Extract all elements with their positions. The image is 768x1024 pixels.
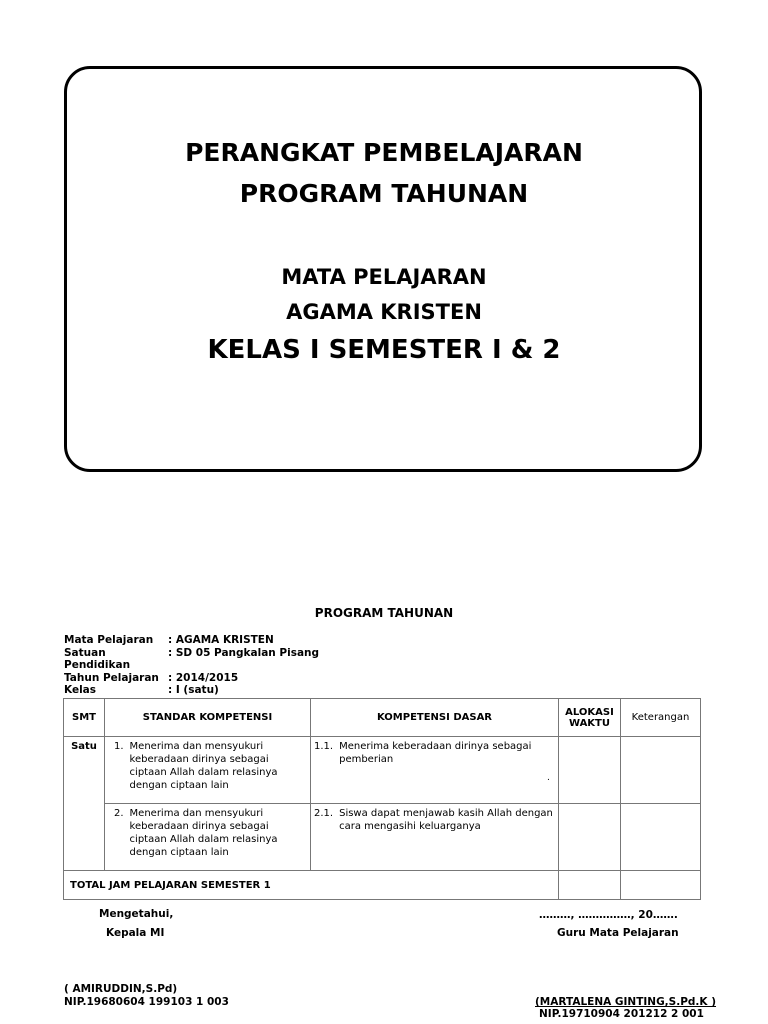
sig-date-line: ………, ……………, 20…….: [539, 909, 678, 921]
sig-principal-nip: NIP.19680604 199103 1 003: [64, 996, 229, 1008]
sig-principal-role: Kepala MI: [106, 927, 165, 939]
sk-number: 1.: [114, 741, 124, 752]
table-row: [64, 804, 701, 871]
info-row-subject: [64, 634, 319, 647]
keterangan-cell: [621, 804, 701, 871]
cover-subject-name: AGAMA KRISTEN: [286, 300, 482, 324]
stray-mark: .: [547, 773, 550, 783]
sig-principal-name: ( AMIRUDDIN,S.Pd): [64, 983, 178, 995]
sk-cell: [105, 737, 311, 804]
cover-title-line1: PERANGKAT PEMBELAJARAN: [185, 138, 583, 167]
info-row-school: [64, 647, 319, 672]
table-row: [64, 737, 701, 804]
info-value: : AGAMA KRISTEN: [168, 634, 274, 646]
sk-text: Menerima dan mensyukuri keberadaan dirinya sebagai ciptaan Allah dalam relasinya dengan ciptaan lain: [129, 808, 278, 858]
keterangan-cell: [621, 737, 701, 804]
header-alokasi-waktu: ALOKASI WAKTU: [559, 699, 621, 737]
info-value: : SD 05 Pangkalan Pisang: [168, 646, 320, 659]
total-alokasi-cell: [559, 871, 621, 900]
header-smt: SMT: [64, 699, 105, 737]
info-value: : 2014/2015: [168, 671, 239, 684]
kd-text: Siswa dapat menjawab kasih Allah dengan cara mengasihi keluarganya: [339, 808, 553, 832]
program-table: [63, 698, 701, 900]
table-header-row: [64, 699, 701, 737]
info-value: : I (satu): [168, 684, 219, 696]
kd-cell: [311, 737, 559, 804]
sk-cell: [105, 804, 311, 871]
info-row-year: [64, 672, 319, 685]
header-kompetensi-dasar: KOMPETENSI DASAR: [311, 699, 559, 737]
info-label: Mata Pelajaran: [64, 634, 154, 646]
total-row: [64, 871, 701, 900]
sig-teacher-role: Guru Mata Pelajaran: [557, 927, 679, 939]
kd-cell: [311, 804, 559, 871]
kd-text: Menerima keberadaan dirinya sebagai pemberian: [339, 741, 532, 765]
info-label: Kelas: [64, 684, 97, 696]
info-label: Tahun Pelajaran: [64, 671, 159, 684]
sig-teacher-nip: NIP.19710904 201212 2 001: [539, 1008, 704, 1020]
info-block: [64, 634, 319, 697]
header-standar-kompetensi: STANDAR KOMPETENSI: [105, 699, 311, 737]
sk-text: Menerima dan mensyukuri keberadaan dirinya sebagai ciptaan Allah dalam relasinya dengan ciptaan lain: [129, 741, 278, 791]
alokasi-cell: [559, 737, 621, 804]
info-row-class: [64, 684, 319, 697]
kd-number: 2.1.: [314, 808, 334, 819]
cover-class-semester: KELAS I SEMESTER I & 2: [207, 335, 561, 365]
total-keterangan-cell: [621, 871, 701, 900]
document-title: PROGRAM TAHUNAN: [314, 606, 454, 620]
alokasi-cell: [559, 804, 621, 871]
sk-number: 2.: [114, 808, 124, 819]
smt-cell: Satu: [64, 737, 105, 871]
cover-subject-label: MATA PELAJARAN: [281, 265, 487, 289]
cover-title-line2: PROGRAM TAHUNAN: [239, 179, 529, 208]
total-label: TOTAL JAM PELAJARAN SEMESTER 1: [64, 871, 559, 900]
kd-number: 1.1.: [314, 741, 334, 752]
sig-acknowledged: Mengetahui,: [99, 908, 174, 920]
sig-teacher-name: (MARTALENA GINTING,S.Pd.K ): [535, 996, 717, 1008]
info-label: Satuan Pendidikan: [64, 646, 131, 671]
header-keterangan: Keterangan: [621, 699, 701, 737]
